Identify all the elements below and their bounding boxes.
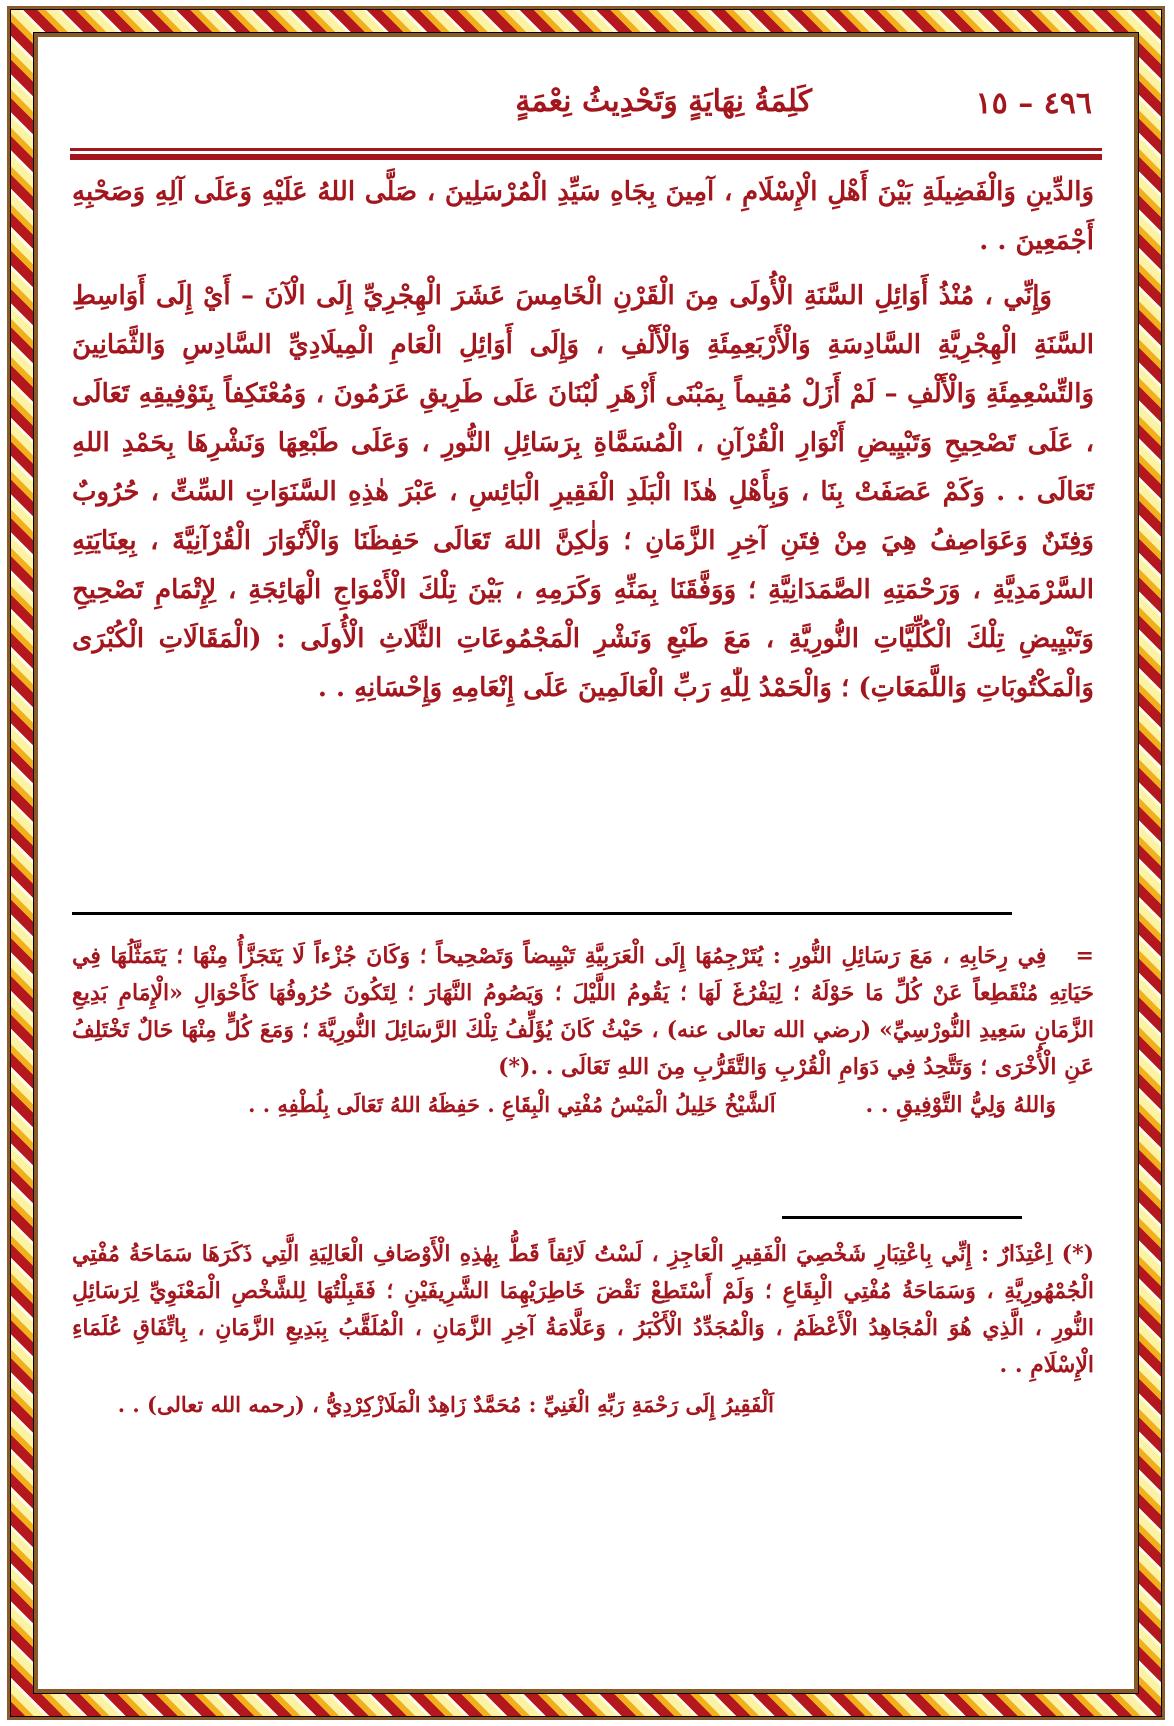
- signature-row: [72, 1086, 1094, 1124]
- continuation-marker: =: [1075, 943, 1094, 969]
- paragraph: وَالدِّينِ وَالْفَضِيلَةِ بَيْنَ أَهْلِ الْإِسْلَامِ ، آمِينَ بِجَاهِ سَيِّدِ الْمُرْسَلِينَ ، صَلَّى اللهُ عَلَيْهِ وَعَلَى آلِهِ وَصَحْبِهِ أَجْمَعِينَ . .: [72, 177, 1094, 256]
- signature: اَلشَّيْخُ خَلِيلُ الْمَيْسُ مُفْتِي الْبِقَاعِ . حَفِظَهُ اللهُ تَعَالَى بِلُطْفِهِ . .: [248, 1092, 776, 1117]
- footnote-continuation: [72, 938, 1094, 1124]
- page-title: كَلِمَةُ نِهَايَةٍ وَتَحْدِيثُ نِعْمَةٍ: [515, 84, 812, 119]
- footnote-text: اِعْتِذَارٌ : إِنِّي بِاعْتِبَارِ شَخْصِيَ الْفَقِيرِ الْعَاجِزِ ، لَسْتُ لَائِقاً قَطُّ بِهٰذِهِ الْأَوْصَافِ الْعَالِيَةِ الَّتِي ذَكَرَهَا سَمَاحَةُ مُفْتِي الْجُمْهُورِيَّةِ ، وَسَمَاحَةُ مُفْتِي الْبِقَاعِ ؛ وَلَمْ أَسْتَطِعْ نَقْضَ خَاطِرَيْهِمَا الشَّرِيفَيْنِ ؛ فَقَبِلْتُهَا لِلشَّخْصِ الْمَعْنَوِيِّ لِرَسَائِلِ النُّورِ ، الَّذِي هُوَ الْمُجَاهِدُ الْأَعْظَمُ ، وَالْمُجَدِّدُ الْأَكْبَرُ ، وَعَلَّامَةُ آخِرِ الزَّمَانِ ، الْمُلَقَّبُ بِبَدِيعِ الزَّمَانِ ، بِاتِّفَاقِ عُلَمَاءِ الْإِسْلَامِ . .: [72, 1241, 1094, 1378]
- footnote-text: فِي رِحَابِهِ ، مَعَ رَسَائِلِ النُّورِ : يُتَرْجِمُهَا إِلَى الْعَرَبِيَّةِ تَبْيِيضاً وَتَصْحِيحاً ؛ وَكَانَ جُزْءاً لَا يَتَجَزَّأُ مِنْهَا ؛ يَتَمَثَّلُهَا فِي حَيَاتِهِ مُنْقَطِعاً عَنْ كُلِّ مَا حَوْلَهُ ؛ لِيَفْرُغَ لَهَا ؛ يَقُومُ اللَّيْلَ ؛ وَيَصُومُ النَّهَارَ ؛ لِتَكُونَ حُرُوفُهَا كَأَحْوَالِ «الْإِمَامِ بَدِيعِ الزَّمَانِ سَعِيدِ النُّورْسِيِّ» (رضي الله تعالى عنه) ، حَيْثُ كَانَ يُؤَلِّفُ تِلْكَ الرَّسَائِلَ النُّورِيَّةَ ؛ وَمَعَ كُلٍّ مِنْهَا حَالٌ تَخْتَلِفُ عَنِ الْأُخْرَى ؛ وَتَتَّحِدُ فِي دَوَامِ الْقُرْبِ وَالتَّقَرُّبِ مِنَ اللهِ تَعَالَى . .(*): [72, 943, 1094, 1080]
- page-header: [62, 80, 1112, 130]
- signature: اَلْفَقِيرُ إِلَى رَحْمَةِ رَبِّهِ الْغَنِيِّ : مُحَمَّدٌ زَاهِدٌ الْمَلَازْكِرْدِيُّ ، (رحمه الله تعالى) . .: [117, 1392, 774, 1417]
- closing-phrase: وَاللهُ وَلِيُّ التَّوْفِيقِ . .: [865, 1092, 1056, 1118]
- paragraph: وَإِنِّي ، مُنْذُ أَوَائِلِ السَّنَةِ الْأُولَى مِنَ الْقَرْنِ الْخَامِسَ عَشَرَ الْهِجْرِيِّ إِلَى الْآنَ – أَيْ إِلَى أَوَاسِطِ السَّنَةِ الْهِجْرِيَّةِ السَّادِسَةِ وَالْأَرْبَعِمِئَةِ وَالْأَلْفِ ، وَإِلَى أَوَائِلِ الْعَامِ الْمِيلَادِيِّ السَّادِسِ وَالثَّمَانِينَ وَالتِّسْعِمِئَةِ وَالْأَلْفِ – لَمْ أَزَلْ مُقِيماً بِمَبْنَى أَزْهَرِ لُبْنَانَ عَلَى طَرِيقِ عَرَمُونَ ، وَمُعْتَكِفاً بِتَوْفِيقِهِ تَعَالَى ، عَلَى تَصْحِيحِ وَتَبْيِيضِ أَنْوَارِ الْقُرْآنِ ، الْمُسَمَّاةِ بِرَسَائِلِ النُّورِ ، وَعَلَى طَبْعِهَا وَنَشْرِهَا بِحَمْدِ اللهِ تَعَالَى . . وَكَمْ عَصَفَتْ بِنَا ، وَبِأَهْلِ هٰذَا الْبَلَدِ الْفَقِيرِ الْبَائِسِ ، عَبْرَ هٰذِهِ السَّنَوَاتِ السِّتِّ ، حُرُوبٌ وَفِتَنٌ وَعَوَاصِفُ هِيَ مِنْ فِتَنِ آخِرِ الزَّمَانِ ؛ وَلٰكِنَّ اللهَ تَعَالَى حَفِظَنَا وَالْأَنْوَارَ الْقُرْآنِيَّةَ ، بِعِنَايَتِهِ السَّرْمَدِيَّةِ ، وَرَحْمَتِهِ الصَّمَدَانِيَّةِ ؛ وَوَفَّقَنَا بِمَنِّهِ وَكَرَمِهِ ، بَيْنَ تِلْكَ الْأَمْوَاجِ الْهَائِجَةِ ، لِإِتْمَامِ تَصْحِيحِ وَتَبْيِيضِ تِلْكَ الْكُلِّيَّاتِ النُّورِيَّةِ ، مَعَ طَبْعِ وَنَشْرِ الْمَجْمُوعَاتِ الثَّلَاثِ الْأُولَى : (الْمَقَالَاتِ الْكُبْرَى وَالْمَكْتُوبَاتِ وَاللَّمَعَاتِ) ؛ وَالْحَمْدُ لِلّٰهِ رَبِّ الْعَالَمِينَ عَلَى إِنْعَامِهِ وَإِحْسَانِهِ . .: [72, 281, 1094, 703]
- footnote-divider-short: [782, 1216, 1022, 1219]
- body-text: [72, 168, 1094, 713]
- page: [62, 60, 1112, 1660]
- header-double-rule: [70, 148, 1102, 159]
- footnote-apology: [72, 1236, 1094, 1423]
- page-number: ٤٩٦ – ١٥: [975, 86, 1092, 121]
- footnote-divider: [72, 912, 1012, 915]
- footnote-marker: (*): [1061, 1241, 1094, 1267]
